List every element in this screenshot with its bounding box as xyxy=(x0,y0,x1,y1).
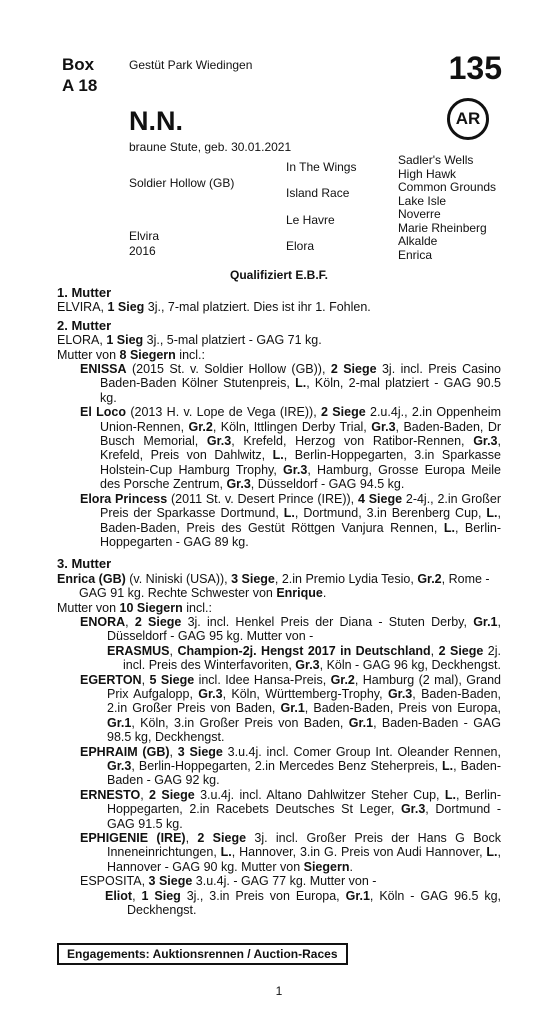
box-number: A 18 xyxy=(62,76,98,95)
box-label xyxy=(62,54,97,96)
pedigree-ggs: High Hawk xyxy=(398,166,457,181)
pedigree-ggs: Enrica xyxy=(398,247,433,262)
third-dam-produce-intro: Mutter von 10 Siegern incl.: xyxy=(57,600,212,615)
pedigree-ggs: Common Grounds xyxy=(398,180,497,194)
section-heading-second-dam: 2. Mutter xyxy=(57,317,112,333)
section-heading-dam: 1. Mutter xyxy=(57,285,112,300)
produce-entry: ENORA, 2 Siege 3j. incl. Henkel Preis der Diana - Stuten Derby, Gr.1, Düsseldorf - GAG 95 kg. Mutter von - xyxy=(80,614,501,644)
pedigree-ggs: Noverre xyxy=(398,207,441,221)
produce-entry: El Loco (2013 H. v. Lope de Vega (IRE)), 2 Siege 2.u.4j., 2.in Oppenheim Union-Rennen, Gr.2, Köln, Ittlingen Derby Trial, Gr.3, Baden-Baden, Dr Busch Memorial, Gr.3, Krefeld, Herzog von Ratibor-Rennen, Gr.3, Krefeld, Preis von Dahlwitz, L., Berlin-Hoppegarten, 3.in Sparkasse Holstein-Cup Hamburg Trophy, Gr.3, Hamburg, Grosse Europa Meile des Porsche Zentrum, Gr.3, Düsseldorf - GAG 94.5 kg. xyxy=(80,405,502,492)
pedigree-ggs: Sadler's Wells xyxy=(398,153,474,167)
pedigree-ggs: Lake Isle xyxy=(398,193,447,208)
lot-number: 135 xyxy=(448,50,502,86)
pedigree-gs-3: Le Havre xyxy=(286,213,335,227)
produce-entry: Elora Princess (2011 St. v. Desert Prince (IRE)), 4 Siege 2-4j., 2.in Großer Preis der Sparkasse Dortmund, L., Dortmund, 3.in Berenberg Cup, L., Baden-Baden, Preis des Gestüt Röttgen Vanjura Rennen, L., Berlin-Hoppegarten - GAG 89 kg. xyxy=(80,491,502,549)
pedigree-gs-1: In The Wings xyxy=(286,160,357,174)
ar-badge: AR xyxy=(447,98,489,140)
produce-entry: ERASMUS, Champion-2j. Hengst 2017 in Deutschland, 2 Siege 2j. incl. Preis des Winterfavoriten, Gr.3, Köln - GAG 96 kg, Deckhengst. xyxy=(107,643,501,673)
produce-entry: EPHRAIM (GB), 3 Siege 3.u.4j. incl. Comer Group Int. Oleander Rennen, Gr.3, Berlin-Hoppegarten, 2.in Mercedes Benz Steherpreis, L., Baden-Baden - GAG 92 kg. xyxy=(80,744,501,788)
pedigree-gs-2: Island Race xyxy=(286,186,350,200)
second-dam-produce-intro: Mutter von 8 Siegern incl.: xyxy=(57,347,205,362)
pedigree-ggs: Marie Rheinberg xyxy=(398,220,487,235)
pedigree-dam-year: 2016 xyxy=(129,244,156,258)
horse-description: braune Stute, geb. 30.01.2021 xyxy=(129,140,292,154)
dam-record: ELVIRA, 1 Sieg 3j., 7-mal platziert. Dies ist ihr 1. Fohlen. xyxy=(57,300,371,315)
family-notes xyxy=(57,286,501,917)
pedigree-gs-4: Elora xyxy=(286,239,315,253)
produce-entry: EPHIGENIE (IRE), 2 Siege 3j. incl. Großer Preis der Hans G Bock Inneneinrichtungen, L., Hannover, 3.in G. Preis von Audi Hannover, L., Hannover - GAG 90 kg. Mutter von Siegern. xyxy=(80,831,501,874)
page-number: 1 xyxy=(275,984,283,998)
box-title: Box xyxy=(62,55,95,74)
second-dam-produce xyxy=(57,362,501,549)
stud-name: Gestüt Park Wiedingen xyxy=(129,58,253,72)
produce-entry: ENISSA (2015 St. v. Soldier Hollow (GB)), 2 Siege 3j. incl. Preis Casino Baden-Baden Kölner Stutenpreis, L., Köln, 2-mal platziert - GAG 90.5 kg. xyxy=(80,362,501,405)
section-heading-third-dam: 3. Mutter xyxy=(57,556,112,572)
engagements-box: Engagements: Auktionsrennen / Auction-Races xyxy=(57,943,348,965)
pedigree-sire: Soldier Hollow (GB) xyxy=(129,176,235,190)
third-dam-record: Enrica (GB) (v. Niniski (USA)), 3 Siege, 2.in Premio Lydia Tesio, Gr.2, Rome - GAG 91 kg. Rechte Schwester von Enrique. xyxy=(57,571,490,601)
pedigree-ggs-list xyxy=(398,154,496,262)
produce-entry: EGERTON, 5 Siege incl. Idee Hansa-Preis, Gr.2, Hamburg (2 mal), Grand Prix Aufgalopp, Gr.3, Köln, Württemberg-Trophy, Gr.3, Baden-Baden, 2.in Großer Preis von Baden, Gr.1, Baden-Baden, Preis von Europa, Gr.1, Köln, 3.in Großer Preis von Baden, Gr.1, Baden-Baden - GAG 98.5 kg, Deckhengst. xyxy=(80,672,501,745)
produce-entry: ESPOSITA, 3 Siege 3.u.4j. - GAG 77 kg. Mutter von - xyxy=(80,874,377,889)
second-dam-record: ELORA, 1 Sieg 3j., 5-mal platziert - GAG 71 kg. xyxy=(57,333,322,348)
qualification: Qualifiziert E.B.F. xyxy=(229,268,328,282)
produce-entry: Eliot, 1 Sieg 3j., 3.in Preis von Europa, Gr.1, Köln - GAG 96.5 kg, Deckhengst. xyxy=(105,888,501,918)
pedigree-ggs: Alkalde xyxy=(398,234,438,248)
horse-name: N.N. xyxy=(129,106,183,136)
produce-entry: ERNESTO, 2 Siege 3.u.4j. incl. Altano Dahlwitzer Steher Cup, L., Berlin-Hoppegarten, 2.in Racebets Deutsches St Leger, Gr.3, Dortmund - GAG 91.5 kg. xyxy=(80,787,502,831)
pedigree-dam: Elvira xyxy=(129,229,160,243)
